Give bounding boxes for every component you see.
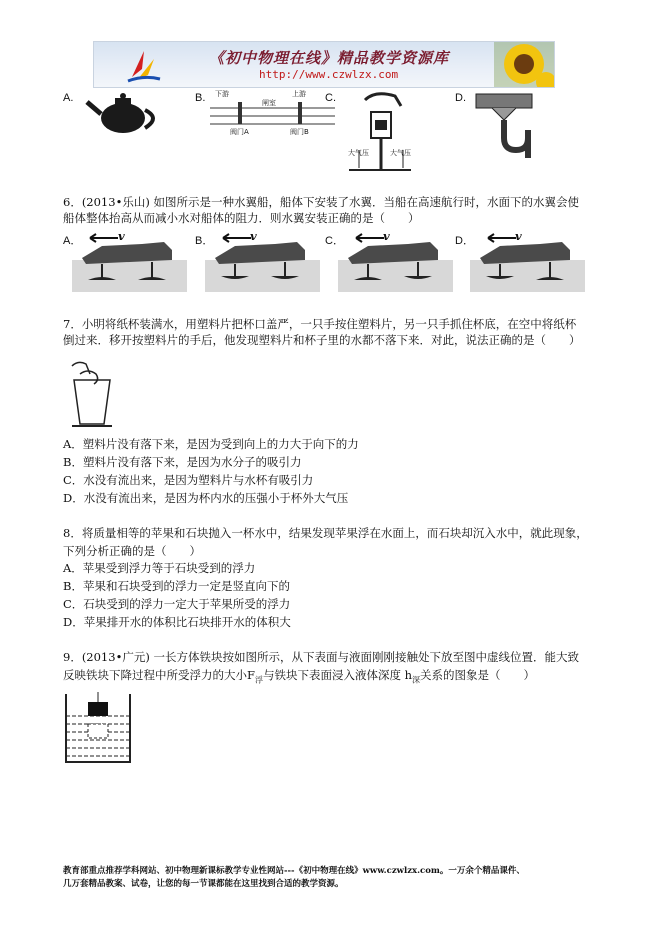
q8-choice-a: A．苹果受到浮力等于石块受到的浮力 [63, 561, 256, 575]
hydrofoil-boat-c [338, 230, 453, 292]
q6-stem-line2: 船体整体抬高从而减小水对船体的阻力．则水翼安装正确的是（ ） [63, 211, 420, 225]
q5-b-downstream-label: 下游 [215, 90, 229, 98]
q5-option-b-label: B. [195, 92, 206, 104]
q6-a-velocity-label: v [118, 229, 125, 243]
q6-option-c-label: C． [325, 235, 344, 247]
q6-d-velocity-label: v [515, 229, 522, 243]
teapot-figure [85, 92, 165, 137]
q5-c-atm-left-label: 大气压 [348, 149, 369, 157]
logo-icon [124, 45, 164, 85]
q8-choice-b: B．苹果和石块受到的浮力一定是竖直向下的 [63, 579, 290, 593]
q8-stem-line1: 8．将质量相等的苹果和石块抛入一杯水中，结果发现苹果浮在水面上，而石块却沉入水中，就此现象， [63, 526, 588, 540]
q5-c-atm-right-label: 大气压 [390, 149, 411, 157]
hydrofoil-boat-d [470, 230, 585, 292]
q6-option-a-label: A． [63, 235, 82, 247]
q7-choice-b: B．塑料片没有落下来，是因为水分子的吸引力 [63, 455, 302, 469]
footer-line1: 教育部重点推荐学科网站、初中物理新课标教学专业性网站---《初中物理在线》www.czwlzx.com。一万余个精品课件、 [63, 866, 525, 876]
footer-line2: 几万套精品教案、试卷，让您的每一节课都能在这里找到合适的教学资源。 [63, 879, 344, 889]
q5-option-c-label: C. [325, 92, 336, 104]
q6-c-velocity-label: v [383, 229, 390, 243]
q6-option-b-label: B． [195, 235, 214, 247]
q8-choice-d: D．苹果排开水的体积比石块排开水的体积大 [63, 615, 291, 629]
q7-choice-d: D．水没有流出来，是因为杯内水的压强小于杯外大气压 [63, 491, 349, 505]
q9-stem-line1: 9．(2013•广元) 一长方体铁块按如图所示，从下表面与液面刚刚接触处下放至图中虚线位置．能大致 [63, 650, 579, 664]
banner-title: 《初中物理在线》精品教学资源库 [209, 49, 450, 67]
q7-stem-line2: 倒过来．移开按塑料片的手后，他发现塑料片和杯子里的水都不落下来．对此，说法正确的是（ ） [63, 333, 581, 347]
sunflower-icon [494, 42, 554, 87]
q5-b-gate-label: 闸室 [262, 99, 276, 107]
q6-option-d-label: D． [455, 235, 474, 247]
banner-url: http://www.czwlzx.com [259, 68, 399, 81]
inverted-cup-figure [64, 360, 119, 430]
beaker-iron-block-figure [64, 692, 134, 764]
q7-choice-c: C．水没有流出来，是因为塑料片与水杯有吸引力 [63, 473, 314, 487]
q7-choice-a: A．塑料片没有落下来，是因为受到向上的力大于向下的力 [63, 437, 359, 451]
q5-option-a-label: A. [63, 92, 74, 104]
q8-stem-line2: 下列分析正确的是（ ） [63, 544, 201, 558]
q6-b-velocity-label: v [250, 229, 257, 243]
q9-stem-line2: 反映铁块下降过程中所受浮力的大小$F_浮$与铁块下表面浸入液体深度 $h_深$关系的图象是（ ） [63, 668, 536, 685]
q8-choice-c: C．石块受到的浮力一定大于苹果所受的浮力 [63, 597, 291, 611]
q7-stem-line1: 7．小明将纸杯装满水，用塑料片把杯口盖严，一只手按住塑料片，另一只手抓住杯底，在空中将纸杯 [63, 317, 577, 331]
sink-trap-figure [472, 90, 537, 160]
q5-b-valve-b-label: 阀门B [290, 128, 309, 136]
hydrofoil-boat-b [205, 230, 320, 292]
hydrofoil-boat-a [72, 230, 187, 292]
q5-b-valve-a-label: 阀门A [230, 128, 249, 136]
header-banner [93, 41, 555, 88]
pressure-device-figure [345, 90, 415, 172]
q6-stem-line1: 6．(2013•乐山) 如图所示是一种水翼船，船体下安装了水翼．当船在高速航行时，水面下的水翼会使 [63, 195, 579, 209]
q5-option-d-label: D. [455, 92, 466, 104]
q5-b-upstream-label: 上游 [292, 90, 306, 98]
